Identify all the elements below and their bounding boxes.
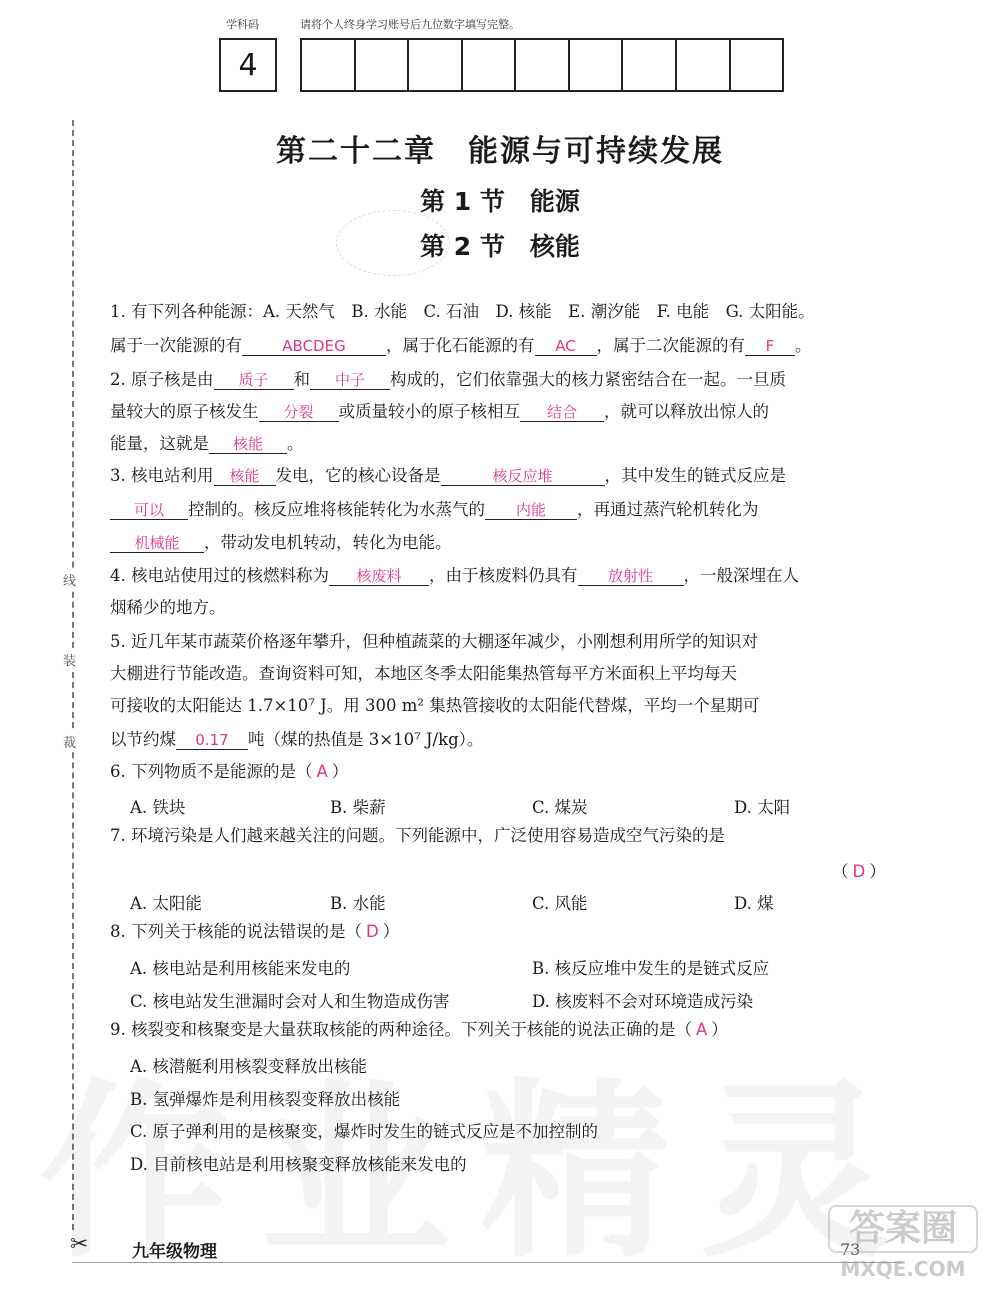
digit-cell[interactable] — [570, 40, 624, 90]
q5-line4 — [110, 730, 483, 750]
q9-option-d: D. 目前核电站是利用核聚变释放核能来发电的 — [130, 1155, 467, 1174]
q7-answer-paren — [832, 858, 886, 882]
text: 8. 下列关于核能的说法错误的是（ — [110, 922, 362, 941]
digit-cell[interactable] — [677, 40, 731, 90]
q6-stem — [110, 762, 348, 782]
footer-grade-subject: 九年级物理 — [132, 1242, 217, 1262]
text: ，带动发电机转动，转化为电能。 — [204, 533, 452, 552]
q8-stem — [110, 922, 399, 942]
text: ） — [382, 922, 400, 941]
text: 2. 原子核是由 — [110, 370, 214, 389]
answer-blank[interactable]: AC — [535, 337, 597, 356]
q7-stem: 7. 环境污染是人们越来越关注的问题。下列能源中，广泛使用容易造成空气污染的是 — [110, 826, 725, 845]
answer-blank[interactable]: 内能 — [485, 501, 577, 520]
text: 。 — [795, 336, 812, 355]
answer-blank[interactable]: 核废料 — [329, 567, 429, 586]
text: 属于一次能源的有 — [110, 336, 242, 355]
q5-line3: 可接收的太阳能达 1.7×10⁷ J。用 300 m² 集热管接收的太阳能代替煤，平均一个星期可 — [110, 696, 760, 715]
text: 以节约煤 — [110, 730, 176, 749]
q9-option-c: C. 原子弹利用的是核聚变，爆炸时发生的链式反应是不加控制的 — [130, 1122, 599, 1141]
section-title-1: 第 1 节 能源 — [420, 187, 580, 216]
text: 和 — [293, 370, 310, 389]
q3-line2 — [110, 500, 759, 520]
q7-option-a: A. 太阳能 — [130, 894, 202, 913]
choice-answer[interactable]: A — [316, 762, 328, 781]
answer-blank[interactable]: F — [745, 337, 795, 356]
side-label-bind: 装 — [63, 650, 76, 669]
answer-blank[interactable]: 放射性 — [578, 567, 684, 586]
q8-option-a: A. 核电站是利用核能来发电的 — [130, 959, 351, 978]
text: 或质量较小的原子核相互 — [338, 402, 520, 421]
digit-cell[interactable] — [731, 40, 783, 90]
choice-answer[interactable]: D — [366, 922, 379, 941]
digit-cell[interactable] — [356, 40, 410, 90]
text: 能量，这就是 — [110, 434, 209, 453]
q9-option-a: A. 核潜艇利用核裂变释放出核能 — [130, 1057, 367, 1076]
q2-line3 — [110, 434, 304, 454]
digit-cell[interactable] — [409, 40, 463, 90]
q4-line1 — [110, 566, 799, 586]
q9-option-b: B. 氢弹爆炸是利用核裂变释放出核能 — [130, 1090, 401, 1109]
chapter-title: 第二十二章 能源与可持续发展 — [276, 134, 724, 169]
q5-line1: 5. 近几年某市蔬菜价格逐年攀升，但种植蔬菜的大棚逐年减少，小刚想利用所学的知识对 — [110, 632, 758, 651]
answer-blank[interactable]: 核反应堆 — [441, 467, 605, 486]
choice-answer[interactable]: A — [696, 1020, 708, 1039]
q2-line2 — [110, 402, 769, 422]
answer-blank[interactable]: 质子 — [214, 371, 294, 390]
text: ） — [711, 1020, 728, 1039]
q5-line2: 大棚进行节能改造。查询资料可知，本地区冬季太阳能集热管每平方米面积上平均每天 — [110, 664, 737, 683]
text: ，再通过蒸汽轮机转化为 — [577, 500, 759, 519]
text: ，就可以释放出惊人的 — [604, 402, 769, 421]
answer-blank[interactable]: 可以 — [110, 501, 188, 520]
text: 控制的。核反应堆将核能转化为水蒸气的 — [188, 500, 485, 519]
q4-line2: 烟稀少的地方。 — [110, 598, 226, 617]
q1-line2 — [110, 336, 812, 356]
watermark-logo — [828, 1205, 978, 1285]
answer-blank[interactable]: ABCDEG — [242, 337, 386, 356]
digit-cell[interactable] — [516, 40, 570, 90]
subject-code-box: 4 — [219, 38, 277, 92]
text: 9. 核裂变和核聚变是大量获取核能的两种途径。下列关于核能的说法正确的是（ — [110, 1020, 692, 1039]
q6-option-d: D. 太阳 — [734, 798, 791, 817]
digit-cell[interactable] — [302, 40, 356, 90]
q7-option-b: B. 水能 — [330, 894, 386, 913]
text: 量较大的原子核发生 — [110, 402, 259, 421]
q7-option-d: D. 煤 — [734, 894, 774, 913]
text: ，由于核废料仍具有 — [429, 566, 578, 585]
digit-cell[interactable] — [463, 40, 517, 90]
text: 发电，它的核心设备是 — [275, 466, 441, 485]
answer-blank[interactable]: 0.17 — [176, 731, 248, 750]
side-label-cut: 裁 — [63, 732, 76, 751]
q8-option-c: C. 核电站发生泄漏时会对人和生物造成伤害 — [130, 992, 450, 1011]
text: （ — [832, 862, 849, 881]
account-digit-boxes — [300, 38, 784, 92]
text: ，其中发生的链式反应是 — [604, 466, 786, 485]
account-instruction: 请将个人终身学习账号后九位数字填写完整。 — [300, 18, 520, 31]
text: 3. 核电站利用 — [110, 466, 214, 485]
q3-line3 — [110, 533, 452, 553]
section-title-2: 第 2 节 核能 — [420, 232, 580, 261]
text: ，一般深埋在人 — [683, 566, 799, 585]
text: 。 — [287, 434, 304, 453]
text: 构成的，它们依靠强大的核力紧密结合在一起。一旦质 — [390, 370, 786, 389]
q3-line1 — [110, 466, 786, 486]
q7-option-c: C. 风能 — [532, 894, 588, 913]
footer-rule — [72, 1262, 902, 1263]
q8-option-d: D. 核废料不会对环境造成污染 — [532, 992, 754, 1011]
text: ） — [331, 762, 349, 781]
side-label-line: 线 — [63, 570, 76, 589]
text: ，属于化石能源的有 — [386, 336, 535, 355]
watermark-logo-text: 答案圈 — [828, 1205, 978, 1253]
text: 4. 核电站使用过的核燃料称为 — [110, 566, 329, 585]
subject-code-label: 学科码 — [226, 18, 259, 31]
page-number: 73 — [840, 1240, 861, 1259]
answer-blank[interactable]: 结合 — [520, 403, 604, 422]
text: 吨（煤的热值是 3×10⁷ J/kg）。 — [248, 730, 484, 749]
digit-cell[interactable] — [623, 40, 677, 90]
q1-stem: 1. 有下列各种能源：A. 天然气 B. 水能 C. 石油 D. 核能 E. 潮汐能 F. 电能 G. 太阳能。 — [110, 302, 815, 321]
answer-blank[interactable]: 中子 — [310, 371, 390, 390]
text: ，属于二次能源的有 — [596, 336, 745, 355]
scissors-icon: ✂ — [70, 1232, 89, 1257]
answer-blank[interactable]: 机械能 — [110, 534, 204, 553]
q2-line1 — [110, 370, 786, 390]
text: 6. 下列物质不是能源的是（ — [110, 762, 313, 781]
q6-option-c: C. 煤炭 — [532, 798, 588, 817]
q8-option-b: B. 核反应堆中发生的是链式反应 — [532, 959, 770, 978]
answer-blank[interactable]: 核能 — [214, 467, 276, 486]
q6-option-a: A. 铁块 — [130, 798, 186, 817]
answer-blank[interactable]: 分裂 — [259, 403, 339, 422]
text: ） — [869, 862, 886, 881]
watermark-url: MXQE.COM — [840, 1257, 966, 1281]
choice-answer[interactable]: D — [852, 862, 866, 881]
answer-blank[interactable]: 核能 — [209, 435, 287, 454]
q6-option-b: B. 柴薪 — [330, 798, 386, 817]
